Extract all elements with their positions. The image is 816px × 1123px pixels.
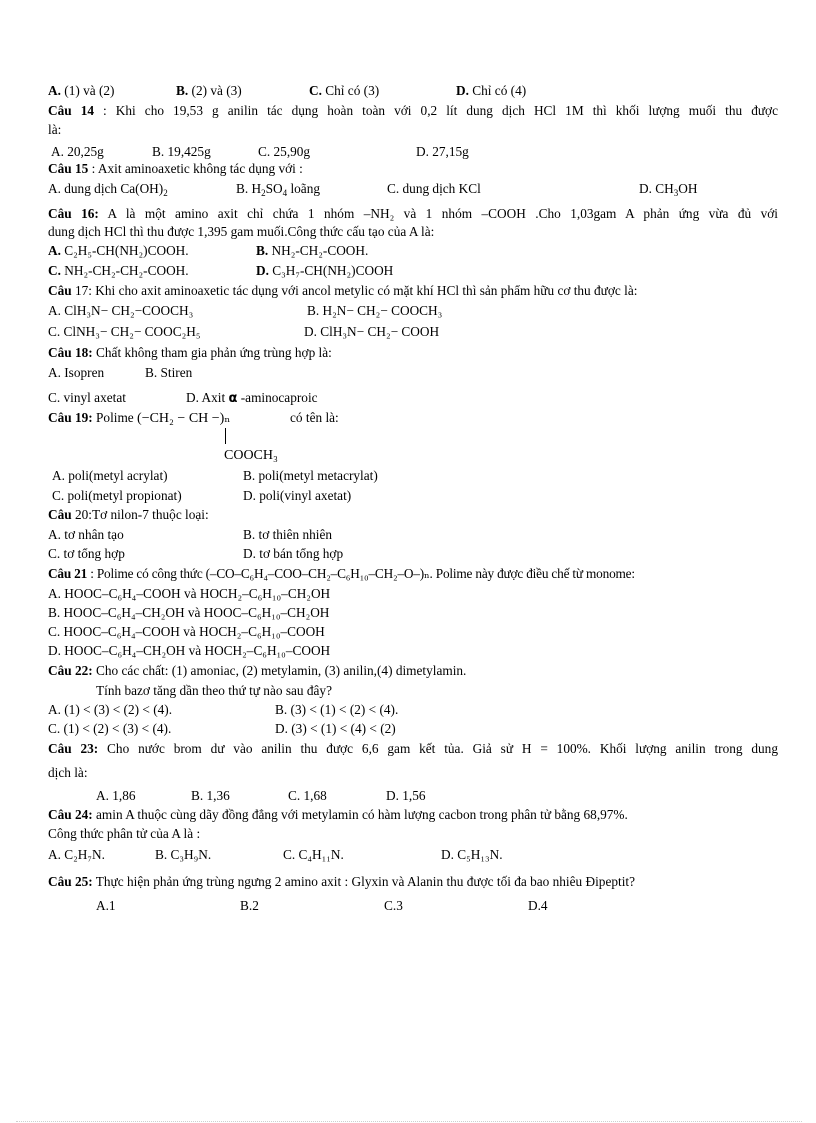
q17-option-c: C. ClNH₃− CH₂− COOC₂H₅: [48, 324, 201, 339]
q19-option-b: B. poli(metyl metacrylat): [243, 468, 378, 483]
q23-option-a: A. 1,86: [96, 788, 136, 803]
option-d: D. Chỉ có (4): [456, 83, 527, 98]
q16-option-c: C. NH₂-CH₂-CH₂-COOH.: [48, 263, 189, 278]
q20-option-d: D. tơ bán tổng hợp: [243, 546, 344, 561]
q17-option-d: D. ClH₃N− CH₂− COOH: [304, 324, 440, 339]
q18-option-c: C. vinyl axetat: [48, 390, 126, 405]
q17-option-b: B. H₂N− CH₂− COOCH₃: [307, 303, 443, 318]
q19-option-a: A. poli(metyl acrylat): [52, 468, 168, 483]
question-22-cont: Tính bazơ tăng dần theo thứ tự nào sau đây?: [96, 683, 332, 698]
option-b: B. (2) và (3): [176, 83, 242, 98]
q20-option-c: C. tơ tổng hợp: [48, 546, 125, 561]
q16-option-b: B. NH₂-CH₂-COOH.: [256, 243, 369, 258]
q21-option-c: C. HOOC–C₆H₄–COOH và HOCH₂–C₆H₁₀–COOH: [48, 624, 325, 639]
q18-option-a: A. Isopren: [48, 365, 105, 380]
q14-option-a: A. 20,25g: [51, 144, 104, 159]
question-23-cont: dịch là:: [48, 765, 88, 780]
q23-option-c: C. 1,68: [288, 788, 327, 803]
q18-option-d: D. Axit α -aminocaproic: [186, 390, 318, 406]
q20-option-a: A. tơ nhân tạo: [48, 527, 124, 542]
question-18: Câu 18: Chất không tham gia phản ứng trùng hợp là:: [48, 345, 332, 360]
q23-option-d: D. 1,56: [386, 788, 426, 803]
q24-option-d: D. C₅H₁₃N.: [441, 847, 503, 862]
question-24: Câu 24: amin A thuộc cùng dãy đồng đẳng với metylamin có hàm lượng cacbon trong phân tử bằng 68,97%.: [48, 807, 628, 822]
q15-option-b: B. $H_2SO_4$ loãng: [236, 181, 320, 198]
question-14: Câu 14 : Khi cho 19,53 g anilin tác dụng hoàn toàn với 0,2 lít dung dịch HCl 1M thì khối lượng muối thu được: [48, 103, 778, 118]
q21-option-d: D. HOOC–C₆H₄–CH₂OH và HOCH₂–C₆H₁₀–COOH: [48, 643, 331, 658]
question-19: Câu 19: Polime (−CH₂ − CH −)ₙ: [48, 410, 231, 426]
q24-option-b: B. C₃H₉N.: [155, 847, 212, 862]
q22-option-a: A. (1) < (3) < (2) < (4).: [48, 702, 173, 717]
bond-line: [225, 428, 226, 444]
q15-option-a: A. dung dịch $Ca(OH)_2$: [48, 181, 168, 198]
question-19-suffix: có tên là:: [290, 410, 339, 425]
option-a: (1) và (2): [60, 83, 115, 98]
question-25: Câu 25: Thực hiện phản ứng trùng ngưng 2 amino axit : Glyxin và Alanin thu được tối đa bao nhiêu Đipeptit?: [48, 874, 635, 889]
q19-option-d: D. poli(vinyl axetat): [243, 488, 352, 503]
question-21: Câu 21 : Polime có công thức (–CO–C₆H₄–COO–CH₂–C₆H₁₀–CH₂–O–)ₙ. Polime này được điều chế từ monome:: [48, 566, 635, 581]
q15-option-c: C. dung dịch KCl: [387, 181, 481, 196]
q22-option-d: D. (3) < (1) < (4) < (2): [275, 721, 396, 736]
q14-option-c: C. 25,90g: [258, 144, 311, 159]
q17-option-a: A. ClH₃N− CH₂−COOCH₃: [48, 303, 194, 318]
q22-option-b: B. (3) < (1) < (2) < (4).: [275, 702, 399, 717]
question-16: Câu 16: A là một amino axit chỉ chứa 1 nhóm –NH₂ và 1 nhóm –COOH .Cho 1,03gam A phản ứng vừa đủ với: [48, 206, 778, 221]
q16-option-d: D. C₃H₇-CH(NH₂)COOH: [256, 263, 394, 278]
q25-option-d: D.4: [528, 898, 548, 913]
q25-option-c: C.3: [384, 898, 403, 913]
q22-option-c: C. (1) < (2) < (3) < (4).: [48, 721, 172, 736]
question-20: Câu 20:Tơ nilon-7 thuộc loại:: [48, 507, 209, 522]
q14-option-b: B. 19,425g: [152, 144, 211, 159]
question-15: Câu 15 : Axit aminoaxetic không tác dụng với :: [48, 161, 303, 176]
question-23: Câu 23: Cho nước brom dư vào anilin thu được 6,6 gam kết tủa. Giả sử H = 100%. Khối lượng anilin trong dung: [48, 741, 778, 756]
q15-option-d: D. $CH_3OH$: [639, 181, 698, 198]
q16-option-a: A. C₂H₅-CH(NH₂)COOH.: [48, 243, 189, 258]
q21-option-b: B. HOOC–C₆H₄–CH₂OH và HOOC–C₆H₁₀–CH₂OH: [48, 605, 330, 620]
alpha-symbol: α: [228, 391, 238, 406]
q21-option-a: A. HOOC–C₆H₄–COOH và HOCH₂–C₆H₁₀–CH₂OH: [48, 586, 331, 601]
q14-option-d: D. 27,15g: [416, 144, 469, 159]
q23-option-b: B. 1,36: [191, 788, 230, 803]
question-22: Câu 22: Cho các chất: (1) amoniac, (2) metylamin, (3) anilin,(4) dimetylamin.: [48, 663, 467, 678]
q19-option-c: C. poli(metyl propionat): [52, 488, 182, 503]
question-14-cont: là:: [48, 122, 62, 137]
q20-option-b: B. tơ thiên nhiên: [243, 527, 333, 542]
q24-option-a: A. C₂H₇N.: [48, 847, 105, 862]
branch-group: COOCH₃: [224, 448, 278, 463]
q25-option-b: B.2: [240, 898, 259, 913]
question-17: Câu 17: Khi cho axit aminoaxetic tác dụng với ancol metylic có mặt khí HCl thì sản phẩm hữu cơ thu được là:: [48, 283, 638, 298]
question-16-cont: dung dịch HCl thì thu được 1,395 gam muối.Công thức cấu tạo của A là:: [48, 224, 435, 239]
option-a-label: A.: [48, 83, 61, 98]
q25-option-a: A.1: [96, 898, 116, 913]
question-24-cont: Công thức phân tử của A là :: [48, 826, 201, 841]
q18-option-b: B. Stiren: [145, 365, 193, 380]
q24-option-c: C. C₄H₁₁N.: [283, 847, 344, 862]
option-c: C. Chỉ có (3): [309, 83, 380, 98]
polymer-formula: (−CH₂ − CH −)ₙ: [137, 411, 231, 426]
prev-options-row: [48, 83, 114, 99]
